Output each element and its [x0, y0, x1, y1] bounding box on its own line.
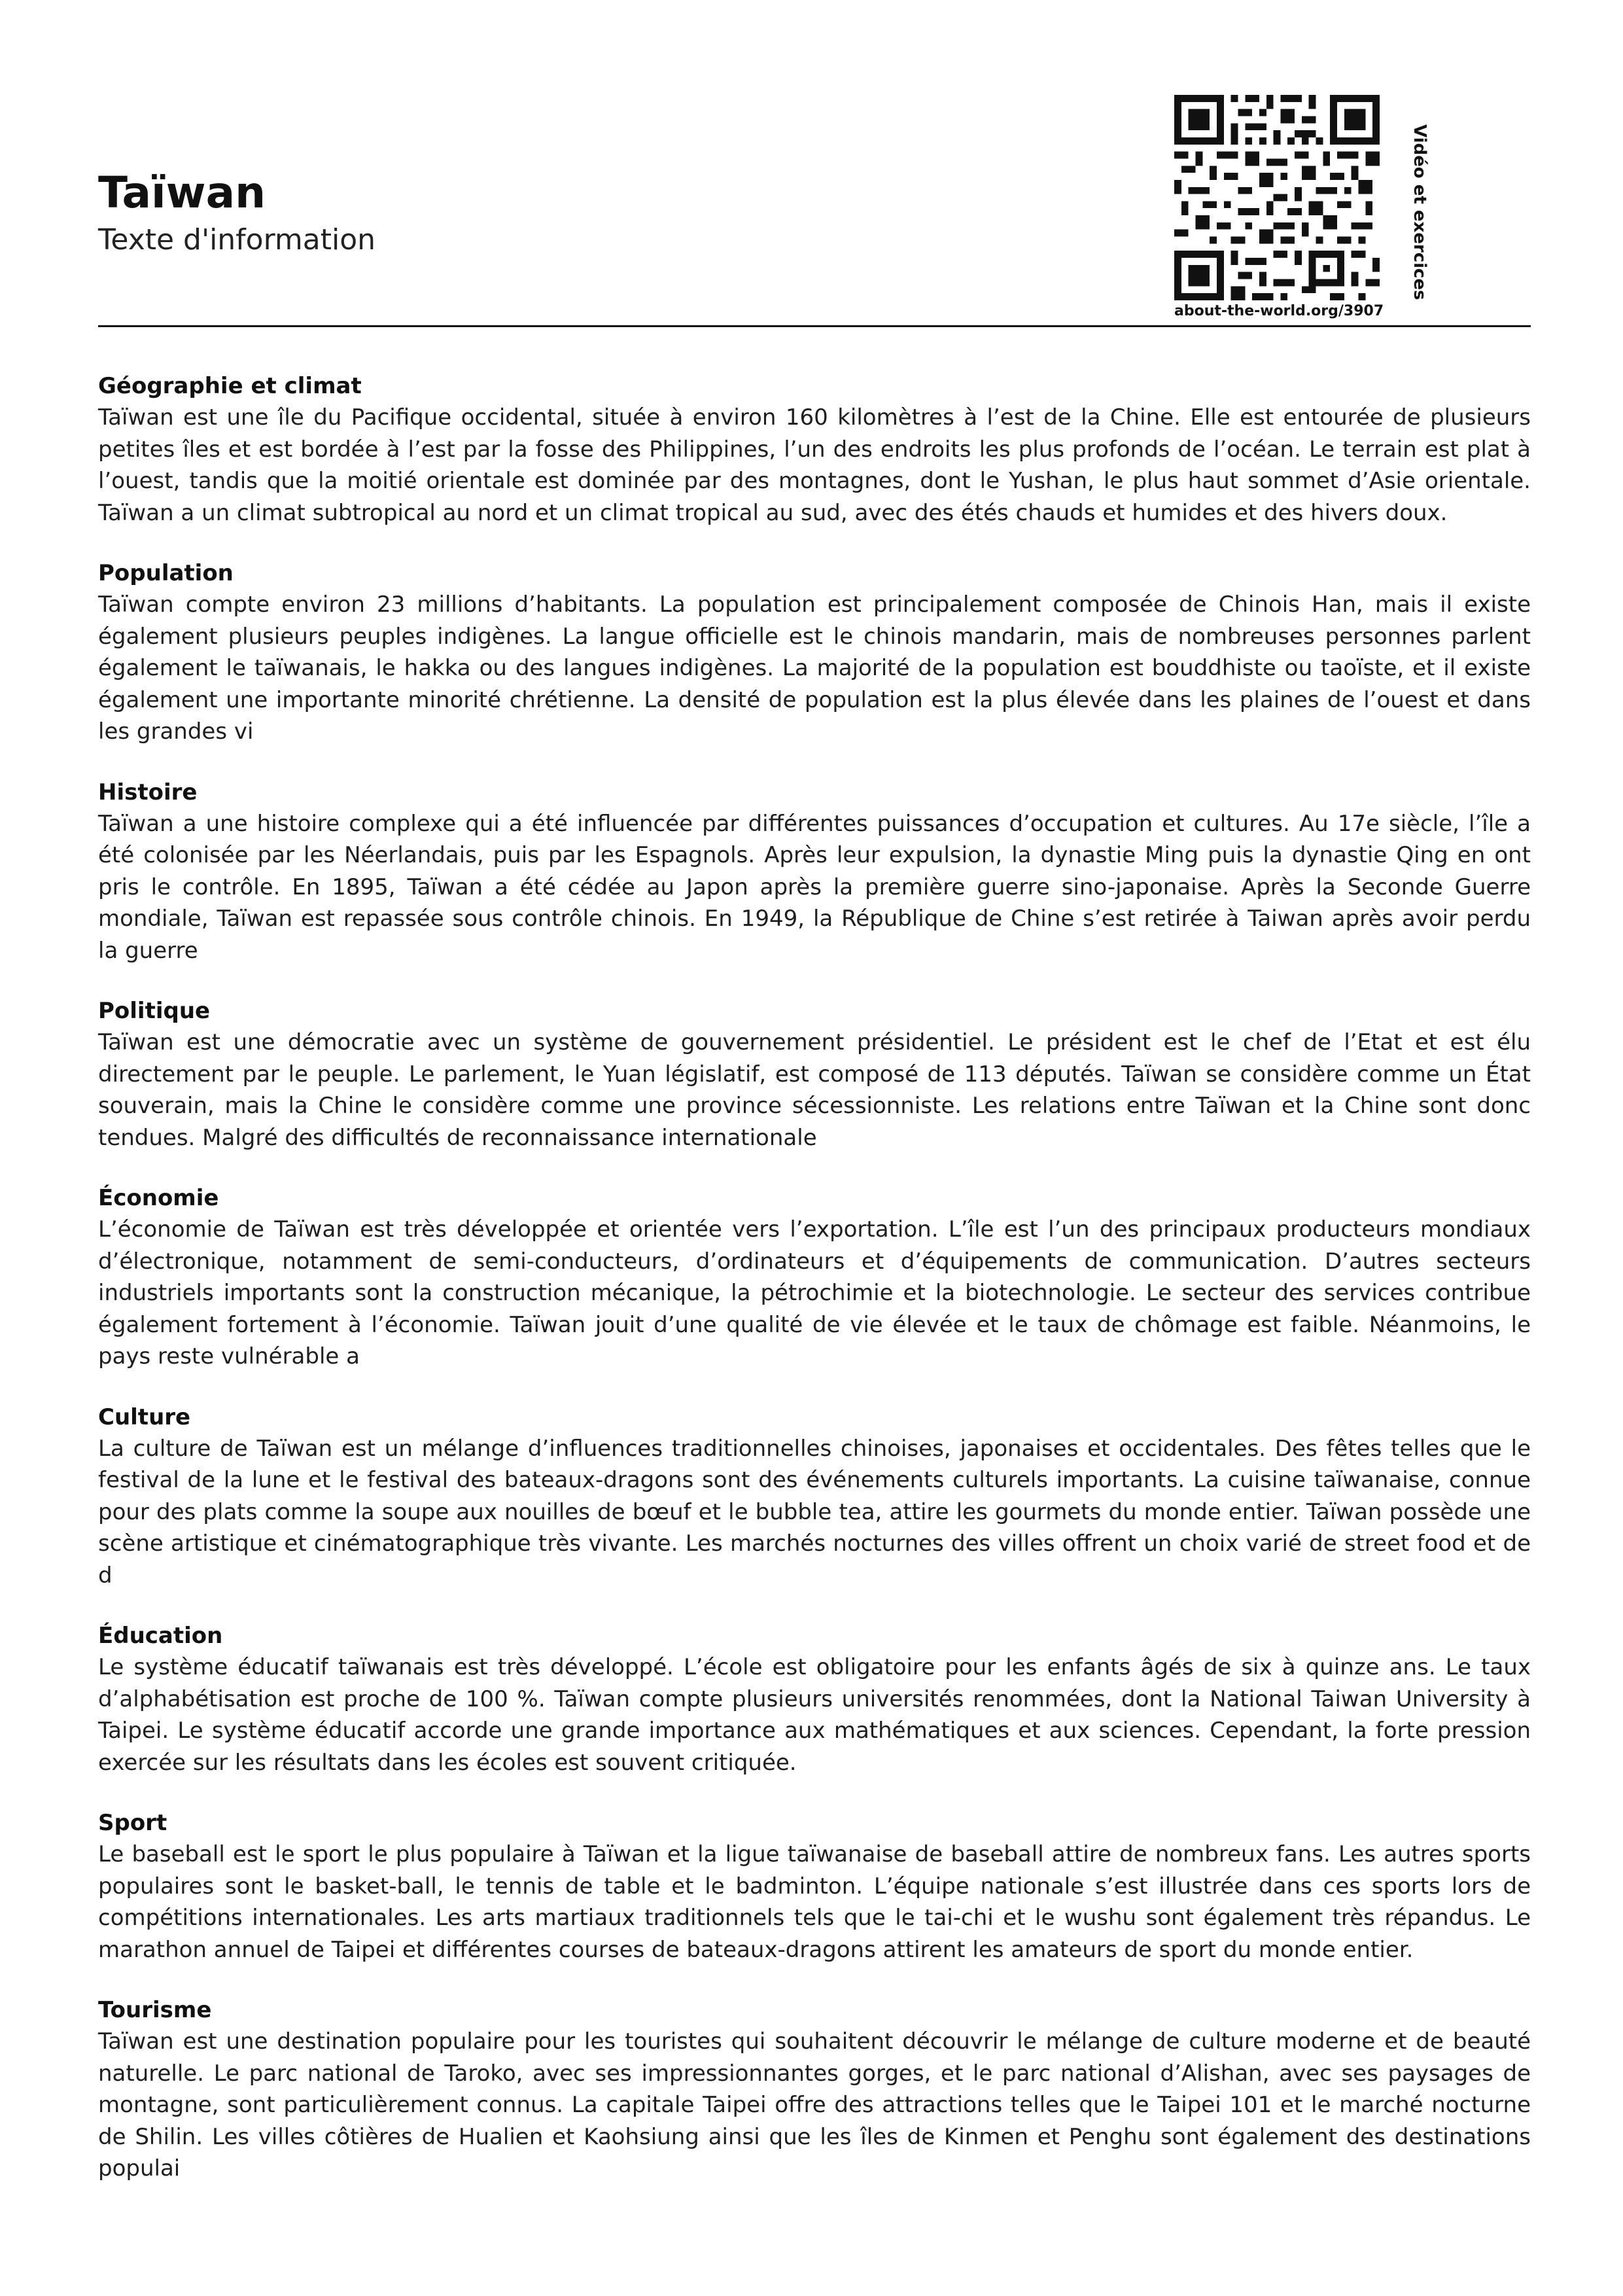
document-body	[98, 370, 1531, 2214]
section-text: Taïwan est une destination populaire pour les touristes qui souhaitent découvrir le mélange de culture moderne et de beauté naturelle. Le parc national de Taroko, avec ses impressionnantes gorges, et le parc national d’Alishan, avec ses paysages de montagne, sont particulièrement connus. La capitale Taipei offre des attractions telles que le Taipei 101 et le marché nocturne de Shilin. Les villes côtières de Hualien et Kaohsiung ainsi que les îles de Kinmen et Penghu sont également des destinations populai	[98, 2028, 1531, 2181]
video-exercises-label: Vidéo et exercices	[1410, 124, 1429, 300]
section-culture	[98, 1402, 1531, 1592]
section-heading: Éducation	[98, 1623, 223, 1649]
section-heading: Population	[98, 560, 234, 586]
section-tourism	[98, 1994, 1531, 2185]
section-text: Taïwan est une île du Pacifique occidental, située à environ 160 kilomètres à l’est de la Chine. Elle est entourée de plusieurs petites îles et est bordée à l’est par la fosse des Philippines, l’un des endroits les plus profonds de l’océan. Le terrain est plat à l’ouest, tandis que la moitié orientale est dominée par des montagnes, dont le Yushan, le plus haut sommet d’Asie orientale. Taïwan a un climat subtropical au nord et un climat tropical au sud, avec des étés chauds et humides et des hivers doux.	[98, 404, 1531, 526]
qr-code-icon[interactable]	[1174, 95, 1380, 300]
section-history	[98, 777, 1531, 967]
section-heading: Histoire	[98, 779, 198, 805]
section-heading: Culture	[98, 1404, 191, 1430]
page-title: Taïwan	[98, 168, 266, 218]
section-text: Le baseball est le sport le plus populaire à Taïwan et la ligue taïwanaise de baseball attire de nombreux fans. Les autres sports populaires sont le basket-ball, le tennis de table et le badminton. L’équipe nationale s’est illustrée dans ces sports lors de compétitions internationales. Les arts martiaux traditionnels tels que le tai-chi et le wushu sont également très répandus. Le marathon annuel de Taipei et différentes courses de bateaux-dragons attirent les amateurs de sport du monde entier.	[98, 1841, 1531, 1963]
section-text: La culture de Taïwan est un mélange d’influences traditionnelles chinoises, japonaises et occidentales. Des fêtes telles que le festival de la lune et le festival des bateaux-dragons sont des événements culturels importants. La cuisine taïwanaise, connue pour des plats comme la soupe aux nouilles de bœuf et le bubble tea, attire les gourmets du monde entier. Taïwan possède une scène artistique et cinématographique très vivante. Les marchés nocturnes des villes offrent un choix varié de street food et de d	[98, 1435, 1531, 1589]
qr-code-url[interactable]: about-the-world.org/3907	[1174, 303, 1384, 319]
section-heading: Tourisme	[98, 1997, 212, 2023]
header-divider	[98, 325, 1531, 327]
section-education	[98, 1620, 1531, 1778]
section-text: Le système éducatif taïwanais est très développé. L’école est obligatoire pour les enfants âgés de six à quinze ans. Le taux d’alphabétisation est proche de 100 %. Taïwan compte plusieurs universités renommées, dont la National Taiwan University à Taipei. Le système éducatif accorde une grande importance aux mathématiques et aux sciences. Cependant, la forte pression exercée sur les résultats dans les écoles est souvent critiquée.	[98, 1654, 1531, 1776]
page-subtitle: Texte d'information	[98, 223, 376, 256]
section-heading: Politique	[98, 998, 211, 1024]
section-text: Taïwan est une démocratie avec un système de gouvernement présidentiel. Le président est le chef de l’Etat et est élu directement par le peuple. Le parlement, le Yuan législatif, est composé de 113 députés. Taïwan se considère comme un État souverain, mais la Chine le considère comme une province sécessionniste. Les relations entre Taïwan et la Chine sont donc tendues. Malgré des difficultés de reconnaissance internationale	[98, 1029, 1531, 1151]
section-heading: Économie	[98, 1185, 219, 1211]
qr-code-block[interactable]	[1174, 95, 1397, 319]
section-heading: Sport	[98, 1810, 167, 1836]
section-population	[98, 557, 1531, 748]
section-text: Taïwan compte environ 23 millions d’habitants. La population est principalement composée de Chinois Han, mais il existe également plusieurs peuples indigènes. La langue officielle est le chinois mandarin, mais de nombreuses personnes parlent également le taïwanais, le hakka ou des langues indigènes. La majorité de la population est bouddhiste ou taoïste, et il existe également une importante minorité chrétienne. La densité de population est la plus élevée dans les plaines de l’ouest et dans les grandes vi	[98, 592, 1531, 745]
section-politics	[98, 995, 1531, 1154]
section-text: L’économie de Taïwan est très développée et orientée vers l’exportation. L’île est l’un des principaux producteurs mondiaux d’électronique, notamment de semi-conducteurs, d’ordinateurs et d’équipements de communication. D’autres secteurs industriels importants sont la construction mécanique, la pétrochimie et la biotechnologie. Le secteur des services contribue également fortement à l’économie. Taïwan jouit d’une qualité de vie élevée et le taux de chômage est faible. Néanmoins, le pays reste vulnérable a	[98, 1216, 1531, 1369]
section-geography-climate	[98, 370, 1531, 529]
section-sport	[98, 1807, 1531, 1966]
section-text: Taïwan a une histoire complexe qui a été influencée par différentes puissances d’occupation et cultures. Au 17e siècle, l’île a été colonisée par les Néerlandais, puis par les Espagnols. Après leur expulsion, la dynastie Ming puis la dynastie Qing en ont pris le contrôle. En 1895, Taïwan a été cédée au Japon après la première guerre sino-japonaise. Après la Seconde Guerre mondiale, Taïwan est repassée sous contrôle chinois. En 1949, la République de Chine s’est retirée à Taiwan après avoir perdu la guerre	[98, 810, 1531, 964]
section-heading: Géographie et climat	[98, 373, 362, 399]
section-economy	[98, 1182, 1531, 1373]
